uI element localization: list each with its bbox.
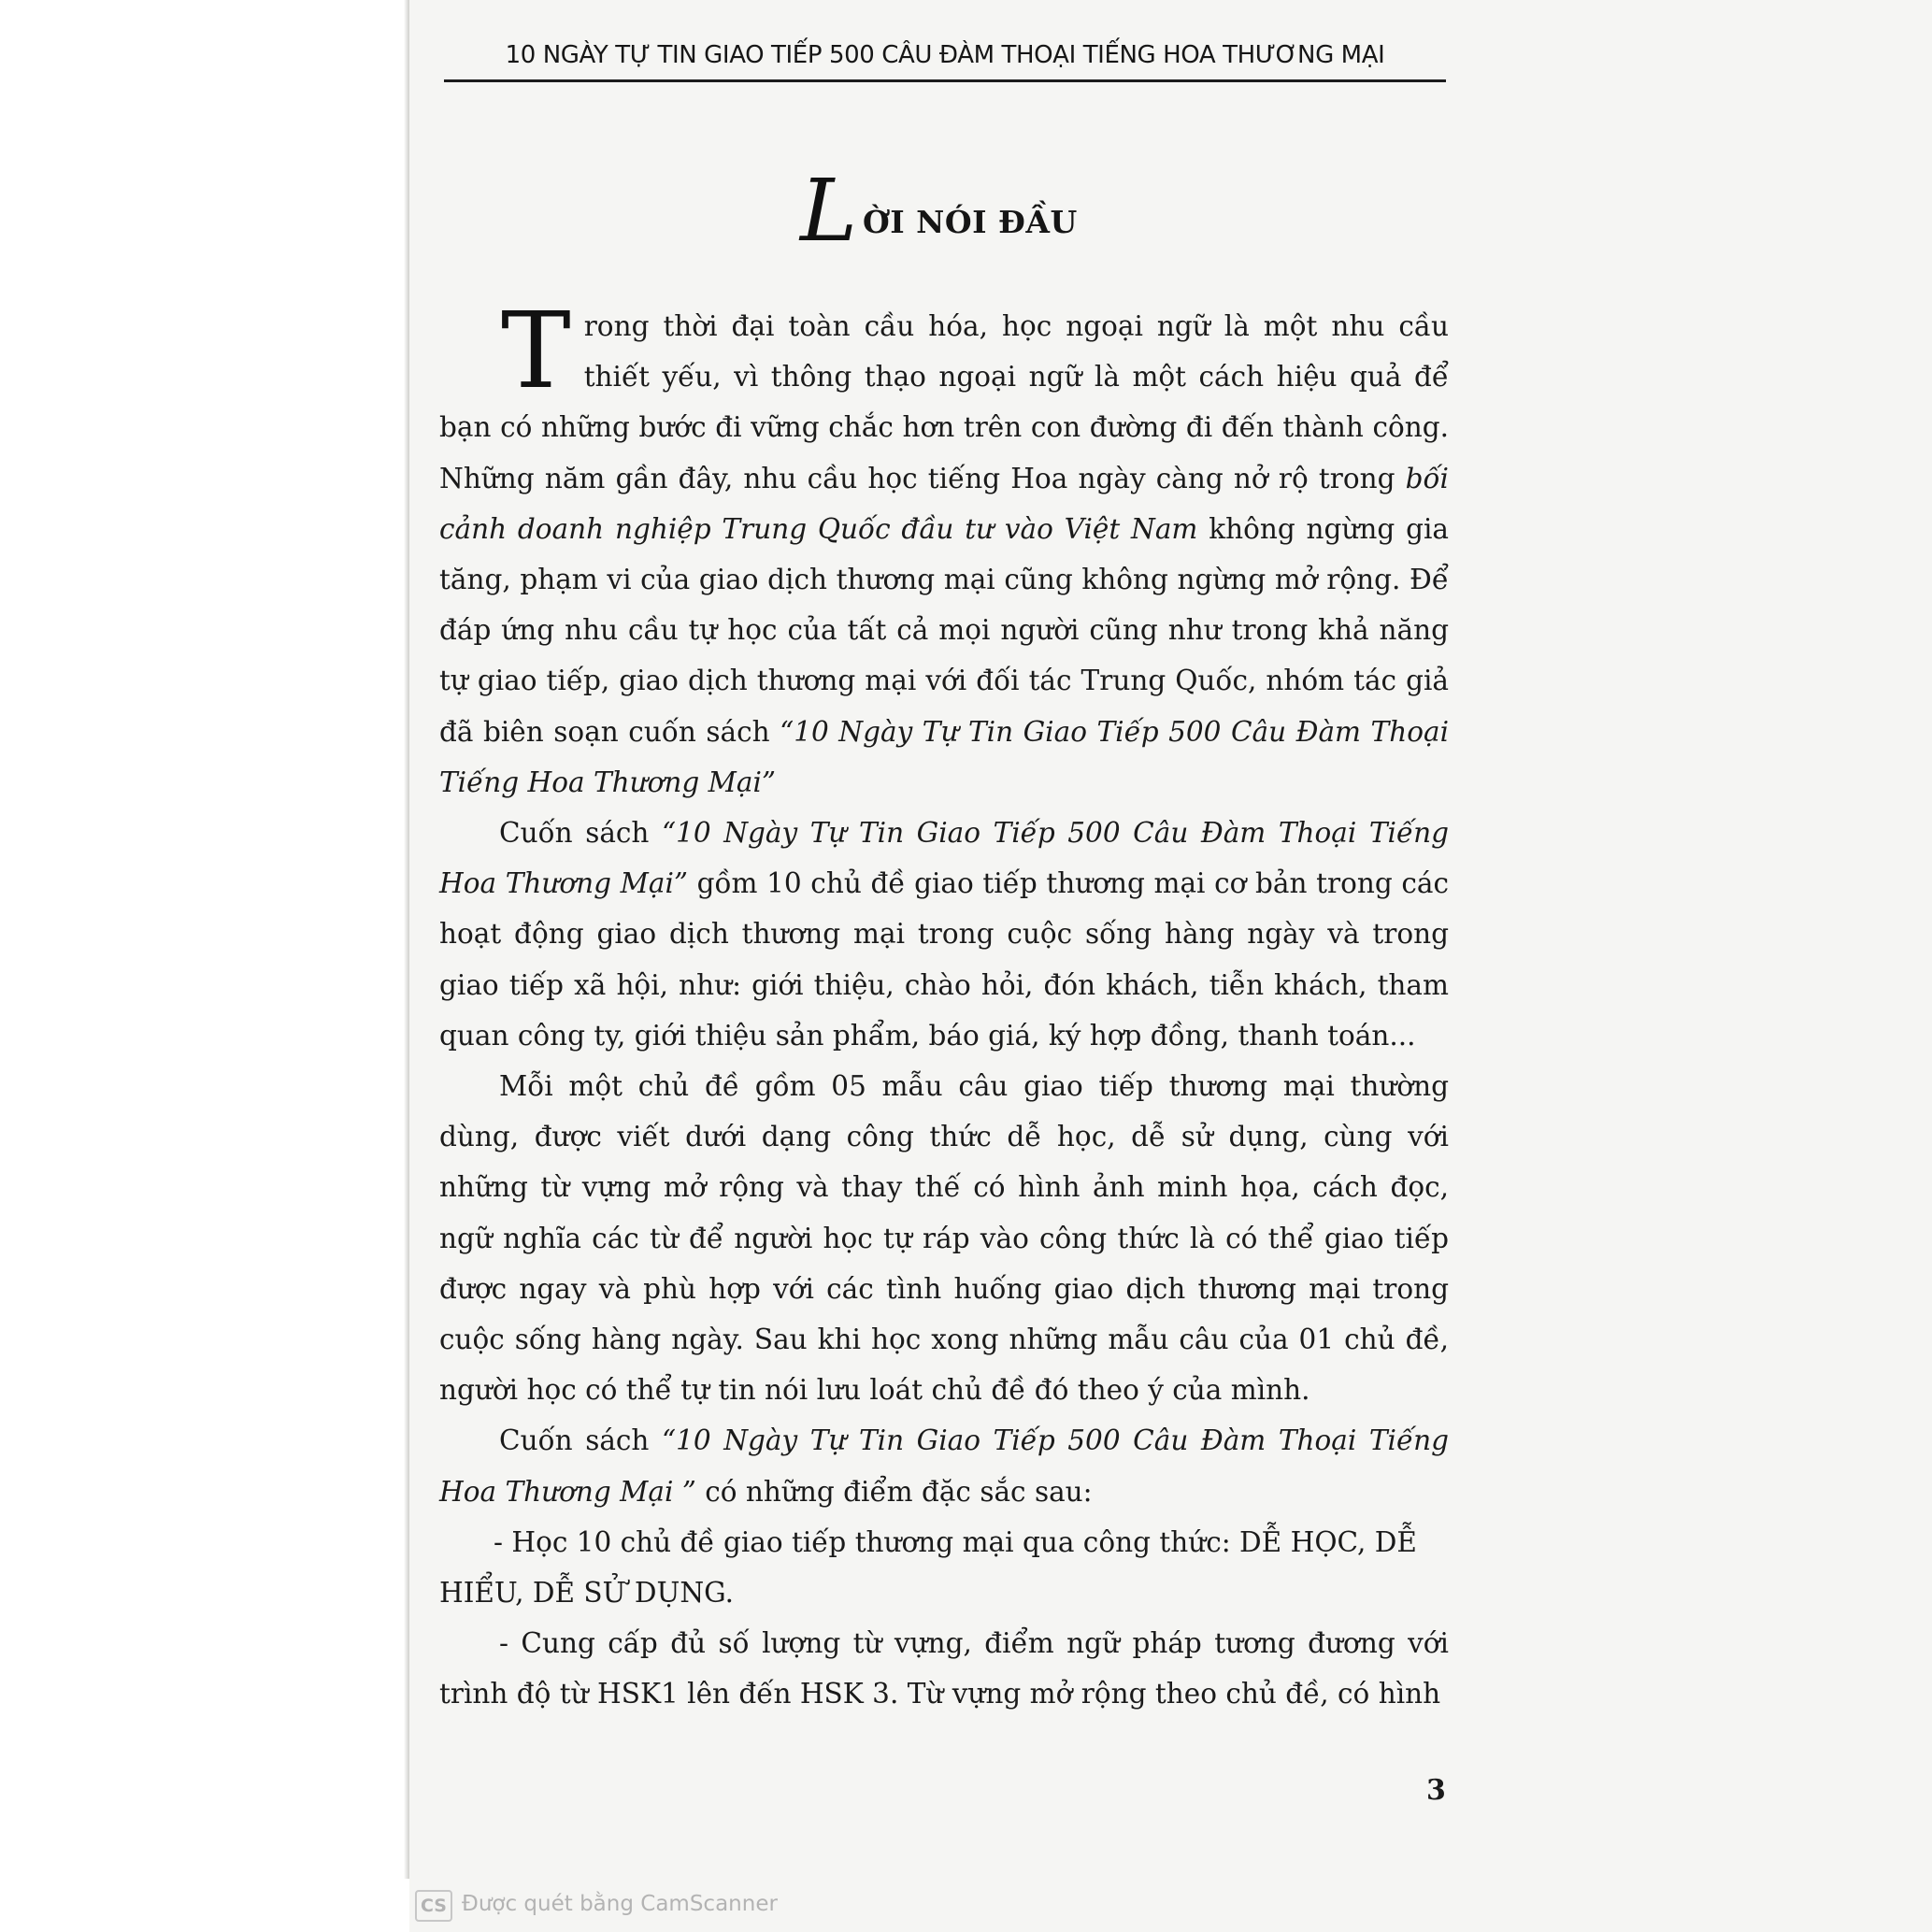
chapter-title: [495, 161, 1497, 277]
paragraph-3: Mỗi một chủ đề gồm 05 mẫu câu giao tiếp thương mại thường dùng, được viết dưới dạng công thức dễ học, dễ sử dụng, cùng với những từ vựng mở rộng và thay thế có hình ảnh minh họa, cách đọc, ngữ nghĩa các từ để người học tự ráp vào công thức là có thể giao tiếp được ngay và phù hợp với các tình huống giao dịch thương mại trong cuộc sống hàng ngày. Sau khi học xong những mẫu câu của 01 chủ đề, người học có thể tự tin nói lưu loát chủ đề đó theo ý của mình.: [439, 1070, 1449, 1407]
paragraph-2-text-a: Cuốn sách: [499, 817, 663, 850]
paragraph-2: [439, 808, 1449, 1061]
paragraph-2-book-title: “10 Ngày Tự Tin Giao Tiếp 500 Câu Đàm Thoại Tiếng Hoa Thương Mại”: [439, 817, 1450, 900]
paragraph-4-text-b: có những điểm đặc sắc sau:: [695, 1475, 1093, 1508]
page-fold-shadow: [404, 0, 409, 1879]
title-text: ỜI NÓI ĐẦU: [863, 204, 1078, 240]
paragraph-4: [439, 1415, 1449, 1516]
camscanner-logo-icon: CS: [415, 1890, 452, 1922]
paragraph-1-italic-a: bối cảnh doanh nghiệp Trung Quốc đầu tư vào Việt Nam: [439, 462, 1449, 545]
camscanner-watermark: Được quét bằng CamScanner: [462, 1892, 778, 1916]
bullet-item-1: - Học 10 chủ đề giao tiếp thương mại qua công thức: DỄ HỌC, DỄ HIỂU, DỄ SỬ DỤNG.: [439, 1525, 1417, 1610]
running-header: 10 NGÀY TỰ TIN GIAO TIẾP 500 CÂU ĐÀM THOẠI TIẾNG HOA THƯƠNG MẠI: [505, 41, 1385, 69]
paragraph-1: [439, 291, 1450, 808]
paragraph-4-text-a: Cuốn sách: [499, 1424, 663, 1457]
drop-cap: T: [501, 291, 571, 412]
paragraph-1-book-title: “10 Ngày Tự Tin Giao Tiếp 500 Câu Đàm Thoại Tiếng Hoa Thương Mại”: [439, 715, 1450, 798]
paragraph-1-text-b: không ngừng gia tăng, phạm vi của giao dịch thương mại cũng không ngừng mở rộng. Để đáp ứng nhu cầu tự học của tất cả mọi người cũng như trong khả năng tự giao tiếp, giao dịch thương mại với đối tác Trung Quốc, nhóm tác giả đã biên soạn cuốn sách: [439, 512, 1449, 748]
page-number: 3: [1426, 1774, 1446, 1807]
header-rule: [444, 79, 1446, 82]
paragraph-1-text-a: rong thời đại toàn cầu hóa, học ngoại ngữ là một nhu cầu thiết yếu, vì thông thạo ngoại ngữ là một cách hiệu quả để bạn có những bước đi vững chắc hơn trên con đường đi đến thành công. Những năm gần đây, nhu cầu học tiếng Hoa ngày càng nở rộ trong: [439, 310, 1449, 494]
paragraph-2-text-b: gồm 10 chủ đề giao tiếp thương mại cơ bản trong các hoạt động giao dịch thương mại trong cuộc sống hàng ngày và trong giao tiếp xã hội, như: giới thiệu, chào hỏi, đón khách, tiễn khách, tham quan công ty, giới thiệu sản phẩm, báo giá, ký hợp đồng, thanh toán...: [439, 867, 1449, 1052]
title-ornate-initial: L: [800, 161, 858, 261]
bullet-item-2: - Cung cấp đủ số lượng từ vựng, điểm ngữ pháp tương đương với trình độ từ HSK1 lên đến HSK 3. Từ vựng mở rộng theo chủ đề, có hình: [439, 1627, 1449, 1710]
preface-body: [439, 291, 1450, 1720]
paragraph-4-book-title: “10 Ngày Tự Tin Giao Tiếp 500 Câu Đàm Thoại Tiếng Hoa Thương Mại ”: [439, 1424, 1450, 1508]
